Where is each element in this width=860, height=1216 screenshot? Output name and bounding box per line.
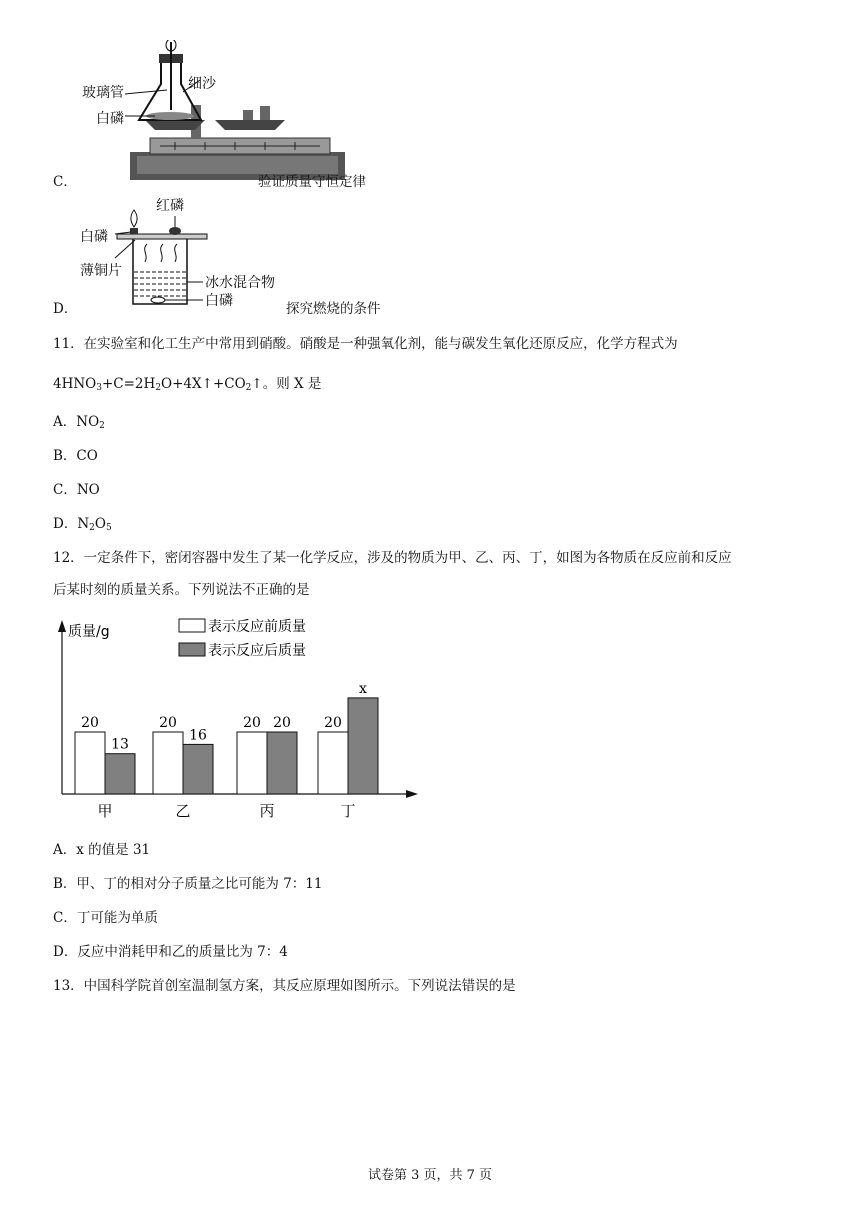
bar-before-2 xyxy=(153,732,183,794)
chart-y-axis-label: 质量/g xyxy=(68,624,110,640)
option-c-letter: C． xyxy=(53,174,77,190)
bar-after-4 xyxy=(348,698,378,794)
q12-option-d: D．反应中消耗甲和乙的质量比为 7：4 xyxy=(53,944,288,960)
legend-swatch-after xyxy=(179,643,205,656)
category-label-2: 乙 xyxy=(175,802,191,820)
page-footer: 试卷第 3 页，共 7 页 xyxy=(367,1168,493,1183)
label-copper-sheet: 薄铜片 xyxy=(80,263,122,279)
mass-bar-chart xyxy=(40,612,430,826)
q11-stem: 11．在实验室和化工生产中常用到硝酸。硝酸是一种强氧化剂，能与碳发生氧化还原反应，化学方程式为 xyxy=(53,336,678,352)
q12-option-c: C．丁可能为单质 xyxy=(53,910,158,926)
q12-stem-line1: 12．一定条件下，密闭容器中发生了某一化学反应，涉及的物质为甲、乙、丙、丁，如图为各物质在反应前和反应 xyxy=(53,550,732,566)
label-white-phosphorus-top: 白磷 xyxy=(80,229,108,245)
label-fine-sand: 细沙 xyxy=(188,76,216,92)
bar-label-before-3: 20 xyxy=(243,715,261,731)
bar-after-2 xyxy=(183,744,213,794)
label-white-phosphorus: 白磷 xyxy=(96,111,124,127)
q12-option-a: A．x 的值是 31 xyxy=(53,842,151,858)
bar-label-before-1: 20 xyxy=(81,715,99,731)
category-label-1: 甲 xyxy=(97,802,113,820)
q11-option-b: B．CO xyxy=(53,448,98,464)
bar-label-after-2: 16 xyxy=(189,727,207,744)
q12-option-b: B．甲、丁的相对分子质量之比可能为 7：11 xyxy=(53,876,323,892)
option-d-letter: D． xyxy=(53,301,78,317)
q11-option-c: C．NO xyxy=(53,482,100,498)
bar-label-before-2: 20 xyxy=(159,715,177,731)
legend-swatch-before xyxy=(179,619,205,632)
label-glass-tube: 玻璃管 xyxy=(82,85,124,101)
bar-label-before-4: 20 xyxy=(324,715,342,731)
option-c-caption: 验证质量守恒定律 xyxy=(258,174,366,190)
q12-stem-line2: 后某时刻的质量关系。下列说法不正确的是 xyxy=(53,582,310,598)
bar-label-after-4: x xyxy=(359,680,367,697)
legend-label-after: 表示反应后质量 xyxy=(208,643,306,659)
bar-after-3 xyxy=(267,732,297,794)
option-d-caption: 探究燃烧的条件 xyxy=(286,301,381,317)
label-ice-water: 冰水混合物 xyxy=(205,275,275,291)
q11-equation: $4HNO_3+C=2H_2O+4X↑+CO_2↑$。则 X 是 xyxy=(53,376,322,393)
label-white-phosphorus-bottom: 白磷 xyxy=(205,293,233,309)
q11-option-d: D．$N_2O_5$ xyxy=(53,516,112,533)
bar-label-after-3: 20 xyxy=(273,715,291,731)
category-label-4: 丁 xyxy=(340,802,356,820)
bar-before-4 xyxy=(318,732,348,794)
label-red-phosphorus: 红磷 xyxy=(156,198,184,214)
q13-stem: 13．中国科学院首创室温制氢方案，其反应原理如图所示。下列说法错误的是 xyxy=(53,978,516,994)
bar-after-1 xyxy=(105,754,135,794)
combustion-apparatus-figure xyxy=(75,200,305,315)
bar-before-3 xyxy=(237,732,267,794)
q11-option-a: A．$NO_2$ xyxy=(53,414,105,431)
legend-label-before: 表示反应前质量 xyxy=(208,619,306,635)
category-label-3: 丙 xyxy=(259,802,275,820)
bar-before-1 xyxy=(75,732,105,794)
bar-label-after-1: 13 xyxy=(111,736,129,753)
